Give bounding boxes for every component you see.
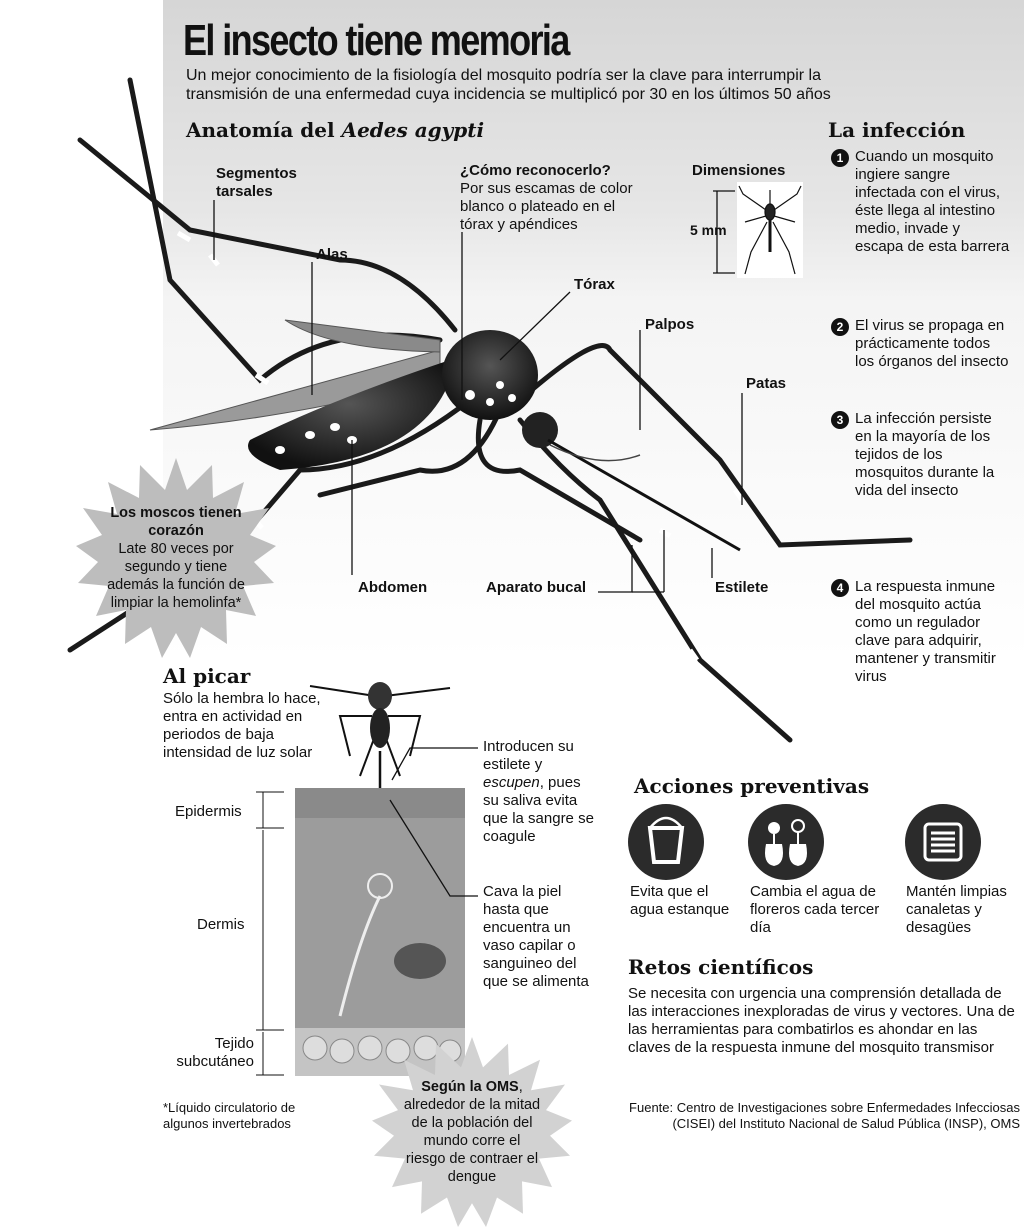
infection-step-text: La respuesta inmune del mosquito actúa como un regulador clave para adquirir, mantener y transmitir virus [855,578,996,685]
prevention-heading: Acciones preventivas [634,774,870,798]
step-number-badge: 4 [831,579,849,597]
who-fact-burst [372,1037,572,1227]
anatomy-heading-prefix: Anatomía del [186,118,342,142]
challenges-text: Se necesita con urgencia una comprensión detallada de las interacciones inexploradas de virus y vectores. Una de las herramientas para combatirlos es ahondar en las claves de la respuesta inmune del mosquito transmisor [628,985,1015,1056]
vase-icon [748,804,824,880]
label-thorax: Tórax [574,276,615,293]
bite-heading: Al picar [163,664,251,688]
bite-note-vessel: Cava la piel hasta que encuentra un vaso capilar o sanguineo del que se alimenta [483,883,589,990]
label-mouthparts: Aparato bucal [486,579,587,596]
page-subtitle: Un mejor conocimiento de la fisiología del mosquito podría ser la clave para interrumpir la transmisión de una enfermedad cuya incidencia se multiplicó por 30 en los últimos 50 años [186,67,831,103]
bite-note-stylet [483,738,595,846]
bucket-icon [628,804,704,880]
label-stylet: Estilete [715,579,769,596]
step-number-badge: 3 [831,411,849,429]
challenges-heading: Retos científicos [628,955,814,979]
prevention-item-bucket: Evita que el agua estanque [630,883,730,918]
dimensions-size: 5 mm [690,222,727,238]
layer-subcutaneous: Tejido subcutáneo [176,1035,254,1070]
prevention-item-vase: Cambia el agua de floreros cada tercer día [750,883,880,936]
who-fact-title: Según la OMS [421,1079,519,1095]
heart-fact-text: Late 80 veces por segundo y tiene además la función de limpiar la hemolinfa* [107,541,245,611]
page-title: El insecto tiene memoria [183,16,569,65]
bite-note-stylet-a: Introducen su estilete y [483,738,574,773]
infection-step-text: El virus se propaga en prácticamente todos los órganos del insecto [855,317,1009,370]
label-palps: Palpos [645,316,695,333]
recognize-title: ¿Cómo reconocerlo? [460,162,611,179]
anatomy-heading-species: Aedes agypti [341,118,485,142]
step-number-badge: 1 [831,149,849,167]
infection-step-text: Cuando un mosquito ingiere sangre infectada con el virus, éste llega al intestino medio, invade y escapa de esta barrera [855,148,1010,255]
source-credit: Fuente: Centro de Investigaciones sobre Enfermedades Infecciosas (CISEI) del Instituto Nacional de Salud Pública (INSP), OMS [629,1100,1020,1131]
label-wings: Alas [316,246,348,263]
drain-icon [905,804,981,880]
infection-heading: La infección [828,118,966,142]
label-tarsal-segments: Segmentos tarsales [216,165,297,200]
infection-step-text: La infección persiste en la mayoría de los tejidos de los mosquitos durante la vida del insecto [855,410,995,499]
bite-note-stylet-em: escupen [483,774,540,791]
layer-epidermis: Epidermis [175,803,242,820]
dimensions-title: Dimensiones [692,162,786,179]
bite-note-stylet-b: , pues su saliva evita que la sangre se coagule [483,774,594,845]
bite-text: Sólo la hembra lo hace, entra en actividad en periodos de baja intensidad de luz solar [163,690,321,761]
layer-dermis: Dermis [197,916,245,933]
prevention-item-drain: Mantén limpias canaletas y desagües [906,883,1007,936]
step-number-badge: 2 [831,318,849,336]
footnote: *Líquido circulatorio de algunos invertebrados [163,1100,296,1131]
who-fact-text: , alrededor de la mitad de la población del mundo corre el riesgo de contraer el dengue [403,1079,541,1185]
recognize-text: Por sus escamas de color blanco o plateado en el tórax y apéndices [460,180,633,233]
label-legs: Patas [746,375,787,392]
label-abdomen: Abdomen [358,579,428,596]
heart-fact-title: Los moscos tienen corazón [110,505,242,539]
